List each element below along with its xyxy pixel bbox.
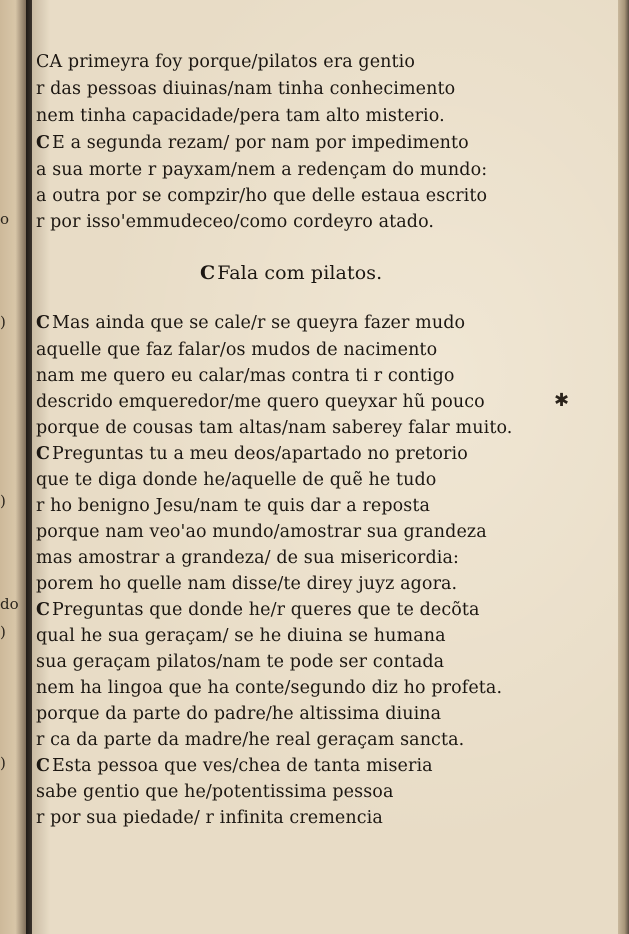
line-text: r por isso'emmudeceo/como cordeyro atado.	[36, 212, 435, 232]
line-text: nam me quero eu calar/mas contra ti r contigo	[36, 366, 455, 386]
previous-page-fragment: )	[0, 492, 6, 510]
text-line	[36, 186, 487, 206]
paragraph-mark: C	[200, 262, 216, 284]
section-heading	[200, 262, 382, 284]
previous-page-edge	[0, 0, 28, 934]
text-line	[36, 366, 455, 386]
previous-page-fragment: )	[0, 313, 6, 331]
previous-page-fragment: o	[0, 210, 10, 228]
previous-page-fragment: )	[0, 754, 6, 772]
text-line	[36, 313, 465, 333]
text-line	[36, 574, 457, 594]
text-line	[36, 212, 434, 232]
text-line	[36, 392, 485, 412]
line-text: r ho benigno Jesu/nam te quis dar a reposta	[36, 496, 431, 516]
line-text: porque nam veo'ao mundo/amostrar sua grandeza	[36, 522, 487, 542]
paragraph-mark: C	[36, 313, 51, 333]
line-text: porque da parte do padre/he altissima diuina	[36, 704, 442, 724]
text-line	[36, 522, 487, 542]
line-text: a outra por se compzir/ho que delle estaua escrito	[36, 186, 488, 206]
line-text: aquelle que faz falar/os mudos de nacimento	[36, 340, 438, 360]
text-line	[36, 160, 487, 180]
text-line	[36, 418, 512, 438]
line-text: mas amostrar a grandeza/ de sua misericordia:	[36, 548, 460, 568]
line-text: descrido emqueredor/me quero queyxar hũ pouco	[36, 392, 485, 412]
text-line	[36, 808, 383, 828]
previous-page-fragment: do	[0, 595, 19, 613]
text-line	[36, 340, 437, 360]
line-text: que te diga donde he/aquelle de quẽ he tudo	[36, 470, 437, 490]
text-line	[36, 756, 433, 776]
text-line	[36, 626, 446, 646]
line-text: porem ho quelle nam disse/te direy juyz agora.	[36, 574, 458, 594]
text-line	[36, 730, 464, 750]
text-line	[36, 704, 441, 724]
page-right-edge	[618, 0, 629, 934]
line-text: nem ha lingoa que ha conte/segundo diz ho profeta.	[36, 678, 503, 698]
paragraph-mark: C	[36, 444, 51, 464]
line-text: E a segunda rezam/ por nam por impedimento	[52, 133, 469, 153]
text-line	[36, 470, 436, 490]
line-text: qual he sua geraçam/ se he diuina se humana	[36, 626, 446, 646]
text-line	[36, 133, 469, 153]
line-text: sabe gentio que he/potentissima pessoa	[36, 782, 394, 802]
line-text: Mas ainda que se cale/r se queyra fazer mudo	[52, 313, 466, 333]
line-text: Preguntas que donde he/r queres que te decõta	[52, 600, 480, 620]
text-line	[36, 600, 480, 620]
line-text: a sua morte r payxam/nem a redençam do mundo:	[36, 160, 488, 180]
paragraph-mark: C	[36, 756, 51, 776]
line-text: CA primeyra foy porque/pilatos era gentio	[36, 52, 415, 72]
line-text: sua geraçam pilatos/nam te pode ser contada	[36, 652, 445, 672]
text-line	[36, 106, 445, 126]
line-text: r por sua piedade/ r infinita cremencia	[36, 808, 383, 828]
line-text: Preguntas tu a meu deos/apartado no pretorio	[52, 444, 468, 464]
ink-blot-mark: ✱	[554, 390, 570, 411]
text-line	[36, 79, 455, 99]
paragraph-mark: C	[36, 600, 51, 620]
previous-page-fragment: )	[0, 623, 6, 641]
line-text: porque de cousas tam altas/nam saberey falar muito.	[36, 418, 513, 438]
text-block	[32, 0, 618, 934]
line-text: r das pessoas diuinas/nam tinha conhecimento	[36, 79, 456, 99]
heading-text: Fala com pilatos.	[217, 262, 383, 284]
text-line	[36, 444, 468, 464]
line-text: nem tinha capacidade/pera tam alto misterio.	[36, 106, 445, 126]
text-line	[36, 548, 459, 568]
paragraph-mark: C	[36, 133, 51, 153]
text-line	[36, 52, 415, 72]
line-text: Esta pessoa que ves/chea de tanta miseria	[52, 756, 433, 776]
text-line	[36, 678, 502, 698]
text-line	[36, 652, 444, 672]
line-text: r ca da parte da madre/he real geraçam sancta.	[36, 730, 465, 750]
text-line	[36, 782, 393, 802]
book-page	[32, 0, 618, 934]
text-line	[36, 496, 430, 516]
